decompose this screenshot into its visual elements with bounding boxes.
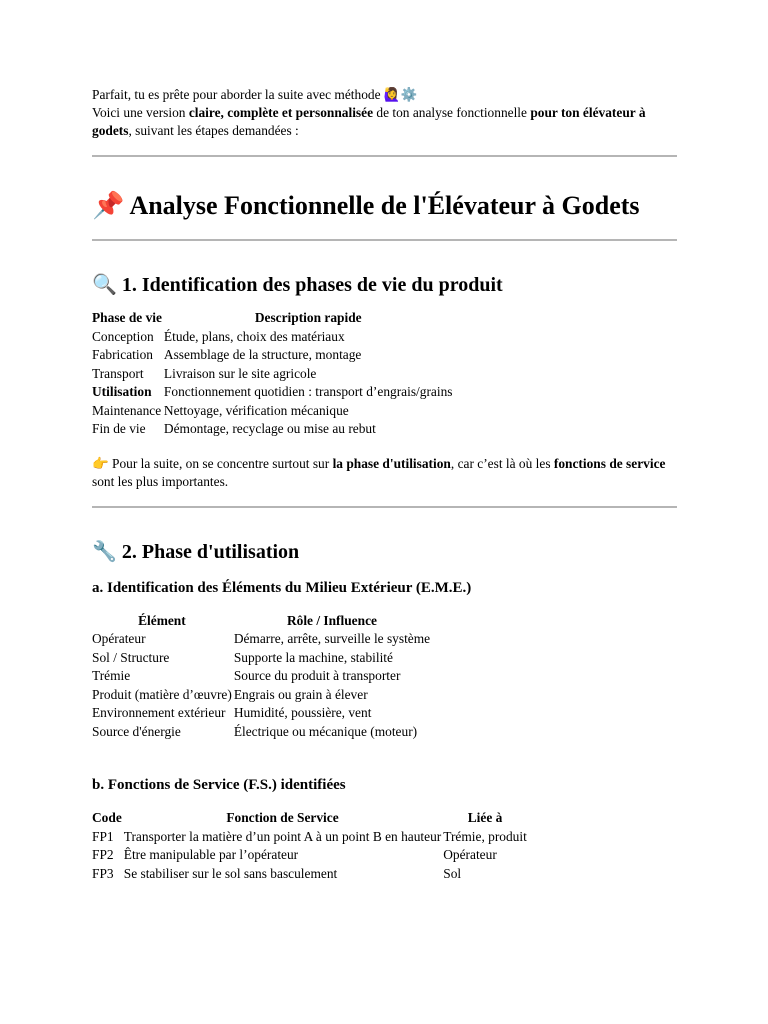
table-row bbox=[92, 828, 529, 847]
note-text: sont les plus importantes. bbox=[92, 473, 229, 489]
section1-heading: 🔍 1. Identification des phases de vie du produit bbox=[92, 274, 503, 296]
column-header: Rôle / Influence bbox=[286, 612, 377, 628]
intro-text: de ton analyse fonctionnelle bbox=[373, 105, 531, 120]
table-row bbox=[92, 402, 455, 421]
page-title: 📌 Analyse Fonctionnelle de l'Élévateur à Godets bbox=[92, 191, 640, 220]
table-row bbox=[92, 704, 432, 723]
intro-description bbox=[92, 104, 677, 140]
column-header: Description rapide bbox=[254, 310, 362, 325]
note-bold: la phase d'utilisation bbox=[332, 455, 451, 471]
description-cell: Nettoyage, vérification mécanique bbox=[163, 402, 349, 418]
code-cell: FP3 bbox=[92, 865, 114, 881]
table-row bbox=[92, 667, 432, 686]
fs-table bbox=[92, 809, 529, 883]
function-cell: Transporter la matière d’un point A à un point B en hauteur bbox=[123, 828, 442, 844]
role-cell: Supporte la machine, stabilité bbox=[233, 649, 393, 665]
linked-cell: Sol bbox=[443, 865, 462, 881]
phases-table bbox=[92, 309, 455, 439]
column-header: Liée à bbox=[467, 810, 503, 825]
element-cell: Produit (matière d’œuvre) bbox=[92, 686, 232, 702]
table-row bbox=[92, 346, 455, 365]
table-row bbox=[92, 328, 455, 347]
table-row bbox=[92, 686, 432, 705]
description-cell: Assemblage de la structure, montage bbox=[163, 347, 362, 362]
role-cell: Électrique ou mécanique (moteur) bbox=[233, 723, 418, 739]
divider bbox=[92, 155, 677, 157]
eme-subheading: a. Identification des Éléments du Milieu Extérieur (E.M.E.) bbox=[92, 579, 472, 596]
table-row bbox=[92, 649, 432, 668]
note-text: 👉 Pour la suite, on se concentre surtout sur bbox=[92, 455, 333, 471]
intro-text: , suivant les étapes demandées : bbox=[128, 123, 299, 138]
intro-line: Parfait, tu es prête pour aborder la suite avec méthode 🙋‍♀️⚙️ bbox=[92, 87, 418, 102]
element-cell: Trémie bbox=[92, 668, 131, 683]
divider bbox=[92, 239, 677, 241]
code-cell: FP2 bbox=[92, 847, 114, 862]
column-header: Élément bbox=[138, 612, 186, 628]
description-cell: Livraison sur le site agricole bbox=[163, 365, 317, 381]
focus-note bbox=[92, 455, 677, 491]
role-cell: Démarre, arrête, surveille le système bbox=[233, 631, 431, 646]
linked-cell: Opérateur bbox=[443, 847, 497, 862]
intro-paragraph bbox=[92, 86, 677, 140]
phase-cell: Transport bbox=[92, 365, 144, 381]
intro-bold: pour ton élévateur à godets bbox=[92, 105, 646, 138]
note-bold: fonctions de service bbox=[553, 455, 666, 471]
column-header: Code bbox=[92, 810, 122, 825]
description-cell: Fonctionnement quotidien : transport d’engrais/grains bbox=[163, 384, 453, 399]
intro-text: Voici une version bbox=[92, 105, 189, 120]
element-cell: Environnement extérieur bbox=[92, 705, 226, 720]
phase-cell: Fabrication bbox=[92, 347, 153, 362]
role-cell: Source du produit à transporter bbox=[233, 668, 401, 683]
function-cell: Se stabiliser sur le sol sans basculement bbox=[123, 865, 338, 881]
column-header: Phase de vie bbox=[92, 310, 162, 325]
eme-table bbox=[92, 612, 432, 742]
note-text: , car c’est là où les bbox=[450, 455, 554, 471]
intro-bold: claire, complète et personnalisée bbox=[188, 105, 374, 120]
element-cell: Opérateur bbox=[92, 631, 146, 646]
table-row bbox=[92, 365, 455, 384]
table-row bbox=[92, 630, 432, 649]
table-row bbox=[92, 723, 432, 742]
linked-cell: Trémie, produit bbox=[443, 828, 527, 844]
table-row bbox=[92, 383, 455, 402]
description-cell: Démontage, recyclage ou mise au rebut bbox=[163, 421, 376, 436]
table-row bbox=[92, 420, 455, 439]
element-cell: Source d'énergie bbox=[92, 723, 181, 739]
column-header: Fonction de Service bbox=[226, 810, 339, 825]
phase-cell: Maintenance bbox=[92, 402, 162, 418]
table-row bbox=[92, 865, 529, 884]
section2-heading: 🔧 2. Phase d'utilisation bbox=[92, 540, 300, 563]
role-cell: Engrais ou grain à élever bbox=[233, 686, 368, 702]
table-header-row bbox=[92, 612, 432, 631]
table-header-row bbox=[92, 309, 455, 328]
fs-subheading: b. Fonctions de Service (F.S.) identifiées bbox=[92, 777, 346, 793]
element-cell: Sol / Structure bbox=[92, 649, 170, 665]
phase-cell: Utilisation bbox=[92, 384, 152, 399]
divider bbox=[92, 506, 677, 508]
document-page bbox=[92, 86, 677, 883]
table-header-row bbox=[92, 809, 529, 828]
description-cell: Étude, plans, choix des matériaux bbox=[163, 328, 345, 344]
code-cell: FP1 bbox=[92, 828, 114, 844]
role-cell: Humidité, poussière, vent bbox=[233, 705, 372, 720]
function-cell: Être manipulable par l’opérateur bbox=[123, 847, 299, 862]
table-row bbox=[92, 846, 529, 865]
phase-cell: Conception bbox=[92, 328, 154, 344]
phase-cell: Fin de vie bbox=[92, 421, 146, 436]
